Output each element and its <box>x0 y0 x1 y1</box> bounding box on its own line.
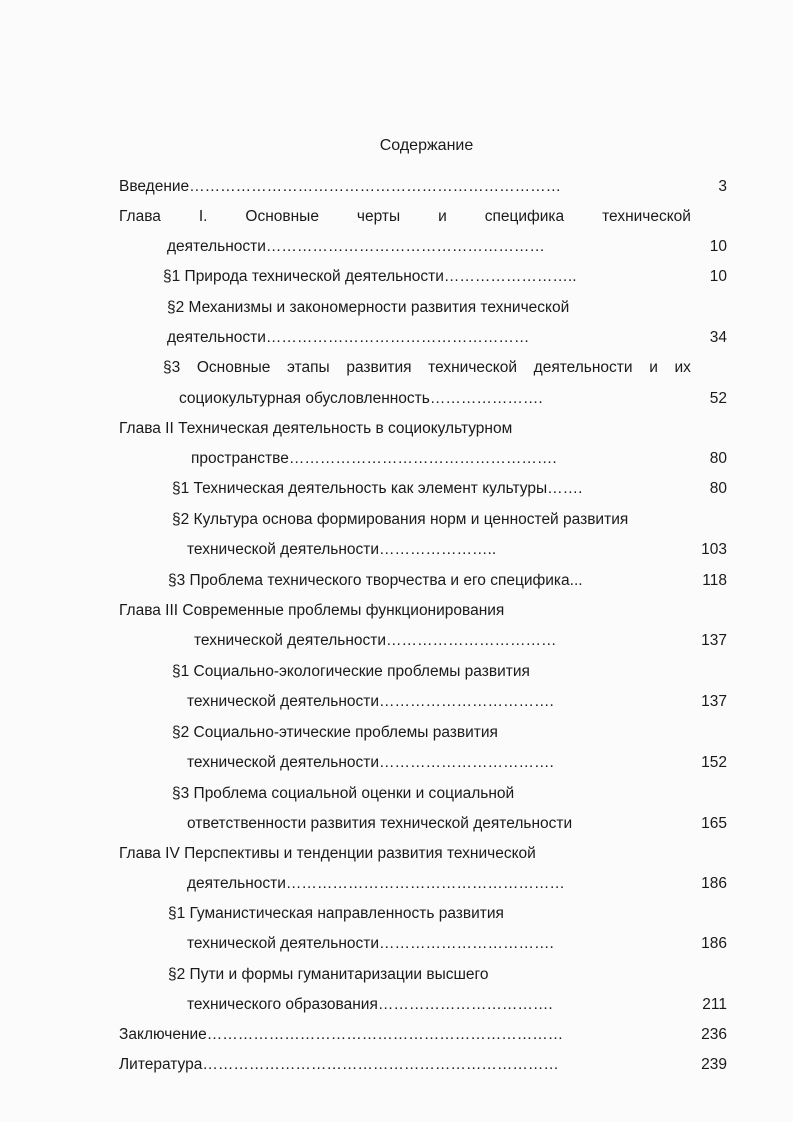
toc-word: Основные <box>196 359 271 376</box>
toc-text: технического образования……………………………. <box>187 996 553 1013</box>
toc-text: §1 Гуманистическая направленность развития <box>168 905 504 922</box>
toc-entry <box>0 964 793 986</box>
toc-entry <box>0 297 793 319</box>
toc-text: деятельности……………………………………………… <box>167 238 545 255</box>
toc-text: Глава IV Перспективы и тенденции развития технической <box>119 845 536 862</box>
toc-page-number: 152 <box>701 754 727 771</box>
toc-text <box>163 357 691 379</box>
toc-text: §1 Природа технической деятельности…………………….. <box>163 268 577 285</box>
toc-entry <box>0 539 793 561</box>
toc-entry <box>0 357 793 379</box>
toc-entry <box>0 661 793 683</box>
toc-entry <box>0 206 793 228</box>
toc-word: I. <box>198 208 208 225</box>
toc-entry <box>0 600 793 622</box>
toc-page-number: 80 <box>709 450 727 467</box>
toc-page-number: 239 <box>701 1056 727 1073</box>
toc-entry <box>0 1054 793 1076</box>
toc-page-number: 137 <box>701 693 727 710</box>
toc-text: §3 Проблема технического творчества и его специфика... <box>168 572 583 589</box>
toc-page-number: 10 <box>709 268 727 285</box>
toc-entry <box>0 873 793 895</box>
toc-text: деятельности……………………………………………… <box>187 875 565 892</box>
toc-word: §3 <box>163 359 181 376</box>
toc-page-number: 137 <box>701 632 727 649</box>
toc-text: деятельности…………………………………………… <box>167 329 530 346</box>
toc-page-number: 103 <box>701 541 727 558</box>
toc-text: Введение……………………………………………………………… <box>119 178 562 195</box>
toc-entry <box>0 388 793 410</box>
toc-text: §3 Проблема социальной оценки и социальной <box>172 785 515 802</box>
toc-entry <box>0 783 793 805</box>
page-title: Содержание <box>379 137 474 154</box>
toc-word: деятельности <box>533 359 633 376</box>
toc-entry <box>0 843 793 865</box>
toc-text: Литература…………………………………………………………… <box>119 1056 559 1073</box>
toc-page-number: 211 <box>702 996 727 1013</box>
toc-text: §1 Социально-экологические проблемы развития <box>172 663 530 680</box>
toc-word: технической <box>428 359 518 376</box>
toc-page-number: 52 <box>709 390 727 407</box>
toc-page-number: 186 <box>701 875 727 892</box>
toc-entry <box>0 266 793 288</box>
toc-entry <box>0 933 793 955</box>
toc-entry <box>0 327 793 349</box>
toc-page-number: 34 <box>709 329 727 346</box>
toc-text: Заключение…………………………………………………………… <box>119 1026 564 1043</box>
toc-entry <box>0 448 793 470</box>
toc-text: технической деятельности……………………………. <box>187 935 554 952</box>
toc-entry <box>0 570 793 592</box>
toc-text: пространстве……………………………………………. <box>191 450 557 467</box>
toc-word: их <box>674 359 691 376</box>
toc-entry <box>0 722 793 744</box>
toc-page-number: 118 <box>702 572 727 589</box>
toc-entry <box>0 903 793 925</box>
toc-entry <box>0 994 793 1016</box>
toc-word: развития <box>346 359 412 376</box>
toc-entry <box>0 1024 793 1046</box>
toc-entry <box>0 752 793 774</box>
toc-entry <box>0 478 793 500</box>
toc-entry <box>0 418 793 440</box>
toc-entry <box>0 630 793 652</box>
toc-page-number: 10 <box>709 238 727 255</box>
toc-page-number: 80 <box>709 480 727 497</box>
toc-word: черты <box>356 208 401 225</box>
toc-word: специфика <box>484 208 565 225</box>
toc-entry <box>0 236 793 258</box>
toc-entry <box>0 509 793 531</box>
toc-word: и <box>649 359 658 376</box>
toc-page-number: 3 <box>718 178 727 195</box>
toc-text: Глава III Современные проблемы функционирования <box>119 602 505 619</box>
toc-page-number: 186 <box>701 935 727 952</box>
toc-word: технической <box>602 208 691 225</box>
toc-text: технической деятельности…………………………… <box>194 632 557 649</box>
toc-word: Глава <box>119 208 161 225</box>
toc-text: §2 Пути и формы гуманитаризации высшего <box>168 966 489 983</box>
toc-text: технической деятельности……………………………. <box>187 693 554 710</box>
toc-text: §2 Механизмы и закономерности развития технической <box>167 299 570 316</box>
toc-page-number: 236 <box>701 1026 727 1043</box>
toc-word: и <box>438 208 447 225</box>
toc-text <box>119 206 691 228</box>
toc-text: технической деятельности………………….. <box>187 541 497 558</box>
toc-text: §2 Культура основа формирования норм и ценностей развития <box>172 511 629 528</box>
toc-entry <box>0 813 793 835</box>
toc-text: технической деятельности……………………………. <box>187 754 554 771</box>
toc-text: §2 Социально-этические проблемы развития <box>172 724 498 741</box>
toc-text: Глава II Техническая деятельность в социокультурном <box>119 420 513 437</box>
toc-text: социокультурная обусловленность…………………. <box>179 390 543 407</box>
toc-entry <box>0 176 793 198</box>
toc-entry <box>0 691 793 713</box>
toc-page-number: 165 <box>701 815 727 832</box>
toc-text: §1 Техническая деятельность как элемент культуры……. <box>172 480 583 497</box>
toc-word: Основные <box>245 208 319 225</box>
toc-text: ответственности развития технической деятельности <box>187 815 573 832</box>
toc-word: этапы <box>287 359 330 376</box>
